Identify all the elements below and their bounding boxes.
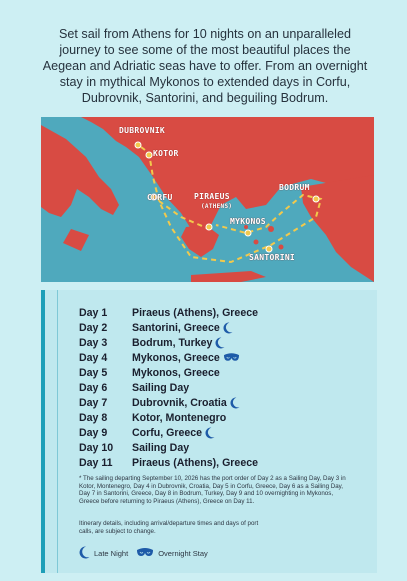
itinerary-day: Day 8 bbox=[79, 411, 108, 424]
itinerary-place: Santorini, Greece bbox=[132, 321, 220, 334]
itinerary-footnote: * The sailing departing September 10, 2026 has the port order of Day 2 as a Sailing Day, Day 3 in Kotor, Montenegro, Day 4 in Dubrovnik, Croatia, Day 5 in Corfu, Greece, Day 6 as a Sailing Day, Day 7 in Santorini, Greece, Day 8 in Bodrum, Turkey, Day 9 and 10 overnighting in Mykonos, Greece before returning to Piraeus (Athens), Greece on Day 11. bbox=[79, 475, 346, 505]
map-label-athens: (ATHENS) bbox=[201, 203, 233, 210]
itinerary-day: Day 9 bbox=[79, 426, 108, 439]
moon-icon bbox=[223, 322, 233, 334]
eye-mask-icon bbox=[223, 352, 240, 363]
map-label-kotor: KOTOR bbox=[153, 149, 179, 158]
itinerary-day: Day 4 bbox=[79, 351, 108, 364]
intro-text: Set sail from Athens for 10 nights on an unparalleled journey to see some of the most beautiful places the Aegean and Adriatic seas have to offer. From an overnight stay in mythical Mykonos to extended days in Corfu, Dubrovnik, Santorini, and beguiling Bodrum. bbox=[42, 27, 368, 105]
itinerary-place: Piraeus (Athens), Greece bbox=[132, 456, 258, 469]
itinerary-disclaimer: Itinerary details, including arrival/departure times and days of port calls, are subject to change. bbox=[79, 520, 259, 535]
itinerary-day: Day 10 bbox=[79, 441, 114, 454]
moon-icon bbox=[215, 337, 225, 349]
moon-icon bbox=[205, 427, 215, 439]
itinerary-day: Day 7 bbox=[79, 396, 108, 409]
itinerary-day: Day 6 bbox=[79, 381, 108, 394]
itinerary-row bbox=[79, 350, 258, 365]
route-map bbox=[41, 117, 374, 282]
itinerary-place: Mykonos, Greece bbox=[132, 366, 220, 379]
itinerary-place: Mykonos, Greece bbox=[132, 351, 220, 364]
itinerary-place: Sailing Day bbox=[132, 441, 190, 454]
itinerary-row bbox=[79, 305, 258, 320]
itinerary-row bbox=[79, 320, 258, 335]
itinerary-row bbox=[79, 440, 258, 455]
itinerary-row bbox=[79, 425, 258, 440]
itinerary-row bbox=[79, 365, 258, 380]
itinerary-place: Sailing Day bbox=[132, 381, 190, 394]
itinerary-place: Piraeus (Athens), Greece bbox=[132, 306, 258, 319]
eye-mask-icon bbox=[136, 547, 154, 560]
itinerary-row bbox=[79, 335, 258, 350]
itinerary-place: Dubrovnik, Croatia bbox=[132, 396, 227, 409]
card-divider-line bbox=[57, 290, 58, 573]
itinerary-day: Day 11 bbox=[79, 456, 113, 469]
itinerary-place: Bodrum, Turkey bbox=[132, 336, 213, 349]
itinerary-row bbox=[79, 380, 258, 395]
itinerary-day: Day 5 bbox=[79, 366, 108, 379]
legend-overnight-stay-label: Overnight Stay bbox=[158, 549, 208, 558]
itinerary-day: Day 1 bbox=[79, 306, 108, 319]
itinerary-place: Corfu, Greece bbox=[132, 426, 203, 439]
itinerary-row bbox=[79, 455, 258, 470]
map-label-mykonos: MYKONOS bbox=[230, 217, 266, 226]
map-label-piraeus: PIRAEUS bbox=[194, 192, 230, 201]
moon-icon bbox=[79, 546, 90, 561]
itinerary-row bbox=[79, 410, 258, 425]
map-label-corfu: CORFU bbox=[147, 193, 173, 202]
itinerary-place: Kotor, Montenegro bbox=[132, 411, 227, 424]
itinerary-row bbox=[79, 395, 258, 410]
icon-legend bbox=[79, 546, 212, 561]
itinerary-day: Day 3 bbox=[79, 336, 108, 349]
moon-icon bbox=[230, 397, 240, 409]
itinerary-day: Day 2 bbox=[79, 321, 108, 334]
map-label-dubrovnik: DUBROVNIK bbox=[119, 126, 166, 135]
map-label-santorini: SANTORINI bbox=[249, 253, 296, 262]
itinerary-card bbox=[41, 290, 377, 573]
itinerary-list bbox=[79, 305, 258, 470]
legend-late-night-label: Late Night bbox=[94, 549, 129, 558]
map-label-bodrum: BODRUM bbox=[279, 183, 310, 192]
